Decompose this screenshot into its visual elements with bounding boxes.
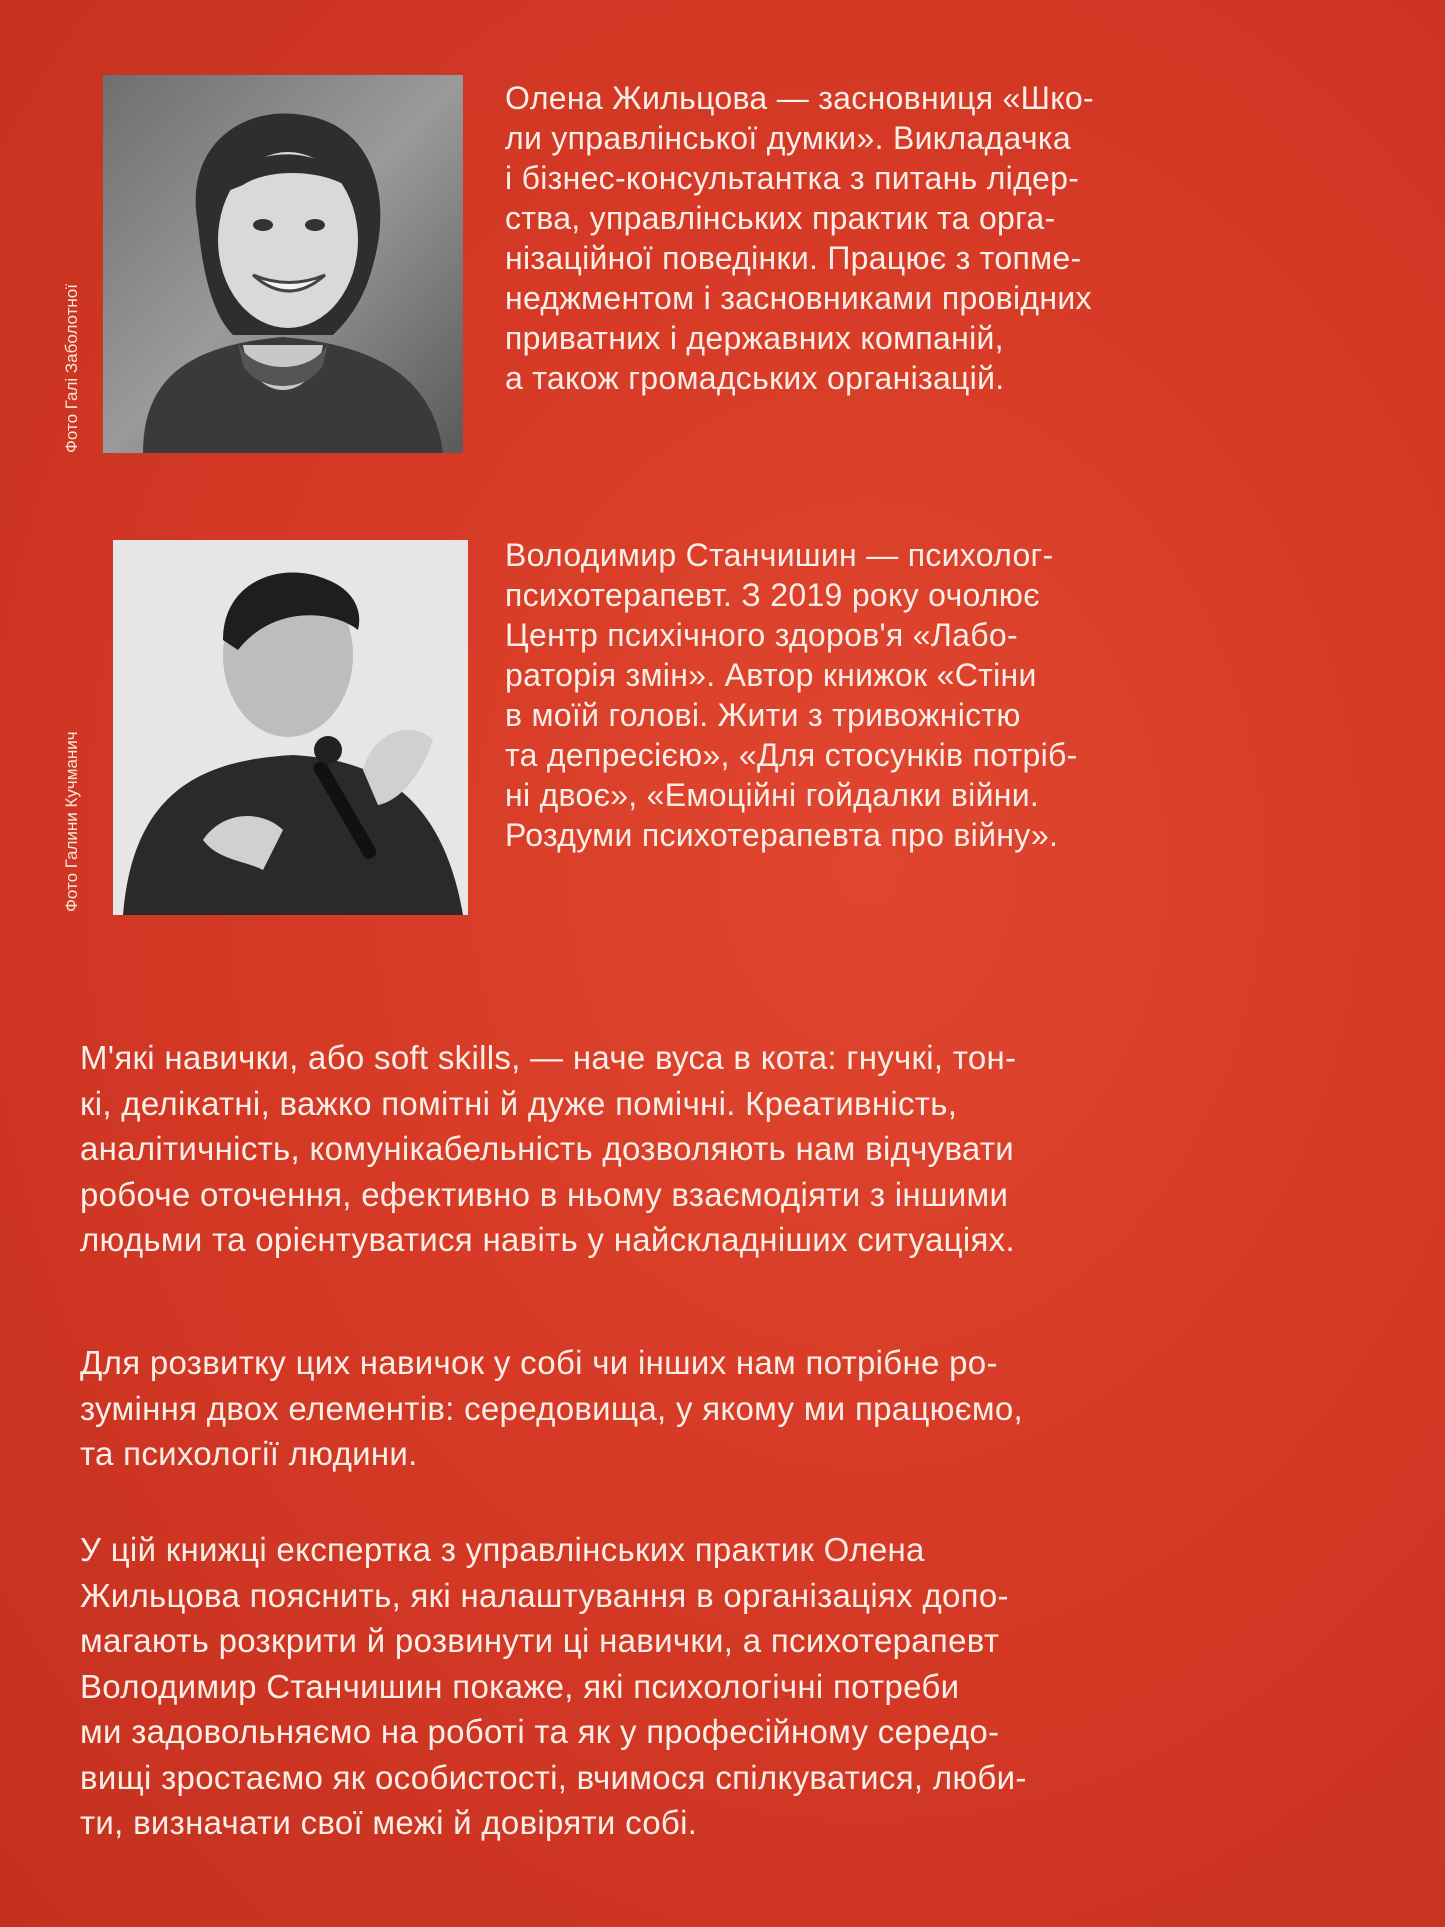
paragraph-line: ти, визначати свої межі й довіряти собі.: [80, 1804, 698, 1841]
bio-line: Володимир Станчишин — психолог-: [505, 537, 1054, 573]
paragraph-line: У цій книжці експертка з управлінських практик Олена: [80, 1531, 925, 1568]
paragraph-line: магають розкрити й розвинути ці навички, а психотерапевт: [80, 1622, 1000, 1659]
paragraph-line: зуміння двох елементів: середовища, у якому ми працюємо,: [80, 1389, 1023, 1427]
paragraph-line: та психології людини.: [80, 1435, 418, 1472]
paragraph-line: Володимир Станчишин покаже, які психологічні потреби: [80, 1667, 960, 1705]
paragraph-line: вищі зростаємо як особистості, вчимося спілкуватися, люби-: [80, 1758, 1027, 1796]
paragraph-line: Для розвитку цих навичок у собі чи інших нам потрібне ро-: [80, 1344, 998, 1381]
author2-bio: [505, 535, 1385, 855]
bio-line: а також громадських організацій.: [505, 360, 1005, 396]
bio-line: раторія змін». Автор книжок «Стіни: [505, 657, 1037, 693]
bio-line: ства, управлінських практик та орга-: [505, 200, 1056, 236]
author2-photo-credit: Фото Галини Кучманич: [62, 731, 81, 912]
bio-line: та депресією», «Для стосунків потріб-: [505, 737, 1078, 773]
author1-photo: [103, 75, 463, 453]
bio-line: Центр психічного здоров'я «Лабо-: [505, 617, 1018, 653]
paragraph-line: ми задовольняємо на роботі та як у професійному середо-: [80, 1713, 1000, 1750]
description-paragraph-3: [80, 1527, 1400, 1846]
description-paragraph-1: [80, 1035, 1400, 1263]
author1-photo-credit: Фото Галі Заболотної: [62, 284, 81, 453]
bio-line: в моїй голові. Жити з тривожністю: [505, 697, 1021, 733]
paragraph-line: аналітичність, комунікабельність дозволяють нам відчувати: [80, 1130, 1014, 1167]
bio-line: і бізнес-консультантка з питань лідер-: [505, 160, 1080, 196]
bio-line: приватних і державних компаній,: [505, 320, 1004, 356]
bio-line: психотерапевт. З 2019 року очолює: [505, 577, 1040, 613]
bio-line: ли управлінської думки». Викладачка: [505, 120, 1071, 156]
bio-line: Роздуми психотерапевта про війну».: [505, 817, 1059, 853]
description-paragraph-2: [80, 1340, 1400, 1477]
author2-photo: [113, 540, 468, 915]
author1-bio: [505, 78, 1385, 398]
bio-line: нізаційної поведінки. Працює з топме-: [505, 240, 1082, 276]
bio-line: ні двоє», «Емоційні гойдалки війни.: [505, 777, 1040, 813]
paragraph-line: Жильцова пояснить, які налаштування в організаціях допо-: [80, 1576, 1009, 1614]
paragraph-line: кі, делікатні, важко помітні й дуже помічні. Креативність,: [80, 1084, 958, 1122]
bio-line: неджментом і засновниками провідних: [505, 280, 1092, 316]
paragraph-line: людьми та орієнтуватися навіть у найскладніших ситуаціях.: [80, 1221, 1015, 1258]
bio-line: Олена Жильцова — засновниця «Шко-: [505, 80, 1094, 116]
paragraph-line: М'які навички, або soft skills, — наче вуса в кота: гнучкі, тон-: [80, 1039, 1017, 1076]
paragraph-line: робоче оточення, ефективно в ньому взаємодіяти з іншими: [80, 1175, 1009, 1213]
